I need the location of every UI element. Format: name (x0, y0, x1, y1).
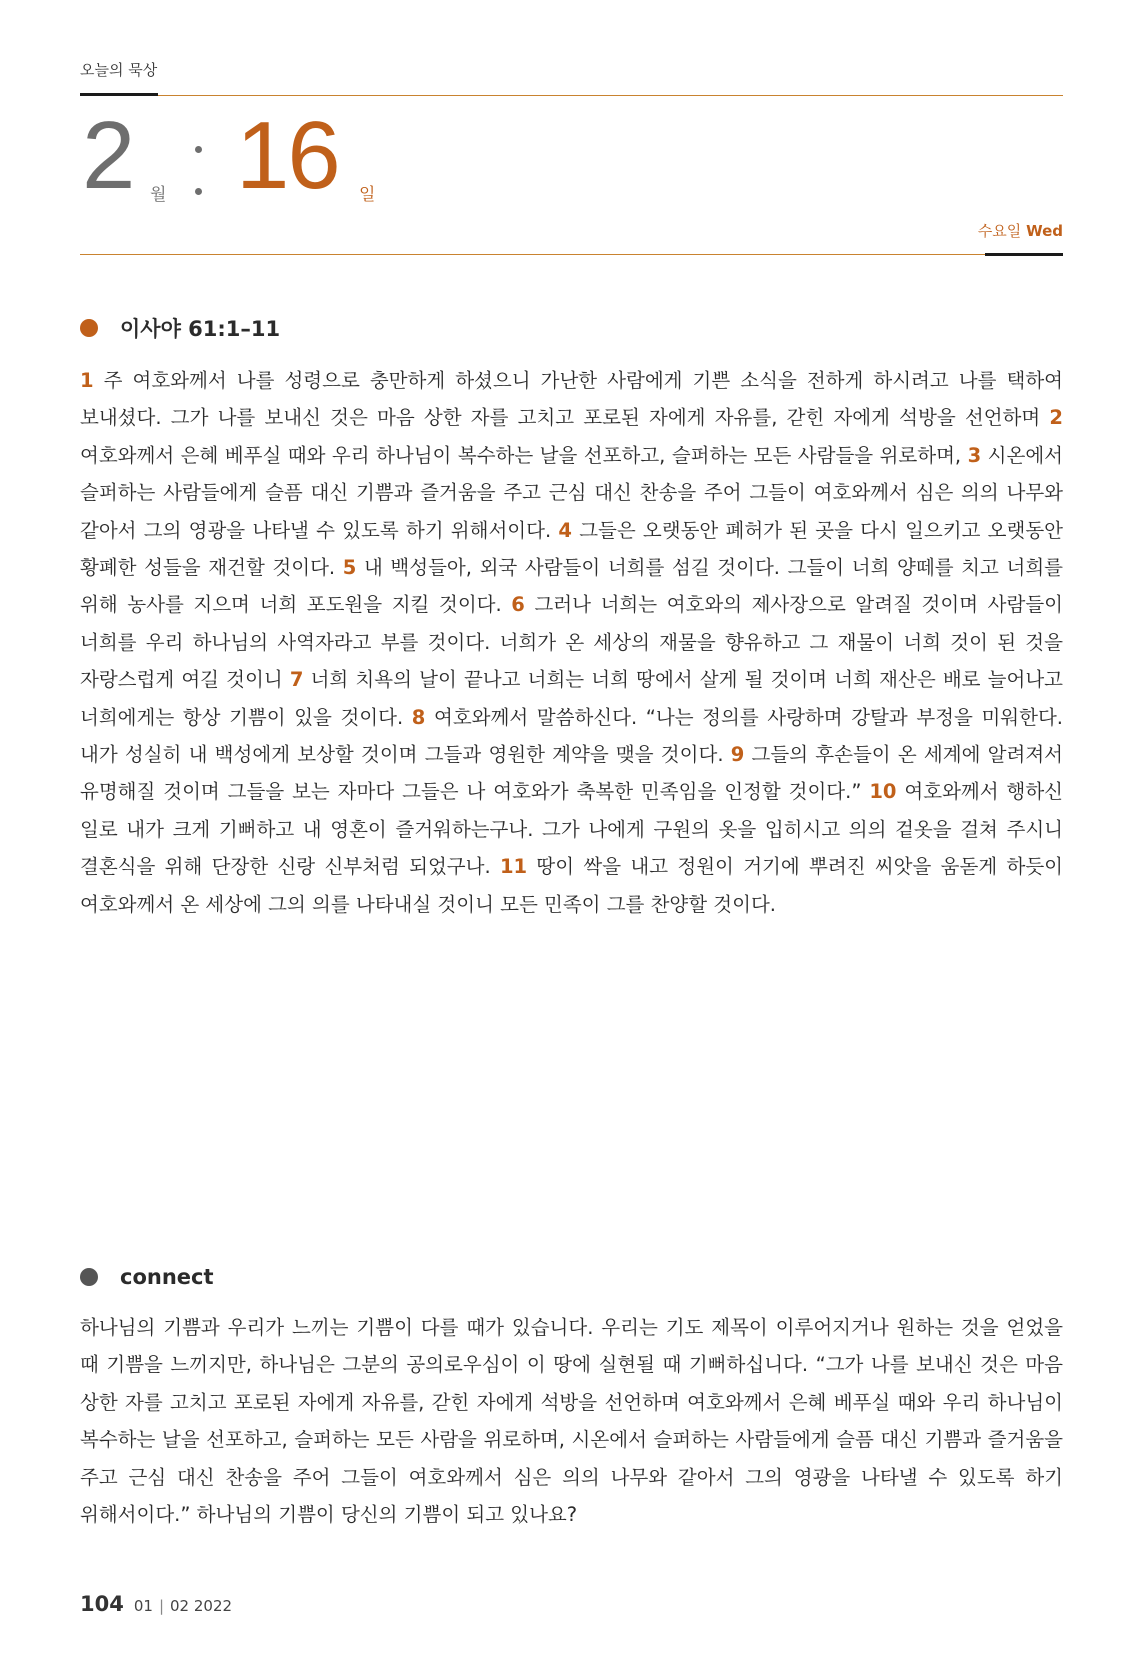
connect-bullet-icon (80, 1268, 98, 1286)
verse-text: 여호와께서 말씀하신다. “나는 정의를 사랑하며 강탈과 부정을 미워한다. 내가 성실히 내 백성에게 보상할 것이며 그들과 영원한 계약을 맺을 것이다. (80, 705, 1063, 767)
date-month-unit: 월 (150, 185, 167, 205)
issue-month: 01 (133, 1597, 153, 1615)
weekday-en: Wed (1026, 222, 1063, 240)
section-label: 오늘의 묵상 (80, 61, 158, 79)
verse-text: 그러나 너희는 여호와의 제사장으로 알려질 것이며 사람들이 너희를 우리 하나님의 사역자라고 부를 것이다. 너희가 온 세상의 재물을 향유하고 그 재물이 너희 것이 된 것을 자랑스럽게 여길 것이니 (80, 593, 1063, 692)
verse-number: 7 (289, 668, 304, 692)
scripture-reference: 이사야 61:1–11 (120, 317, 281, 341)
verse-number: 11 (499, 855, 528, 879)
scripture-bullet-icon (80, 319, 98, 337)
verse-text: 그들의 후손들이 온 세계에 알려져서 유명해질 것이며 그들을 보는 자마다 그들은 나 여호와가 축복한 민족임을 인정할 것이다.” (80, 743, 1063, 804)
verse-text: 너희 치욕의 날이 끝나고 너희는 너희 땅에서 살게 될 것이며 너희 재산은 배로 늘어나고 너희에게는 항상 기쁨이 있을 것이다. (80, 668, 1063, 729)
verse-text: 시온에서 슬퍼하는 사람들에게 슬픔 대신 기쁨과 즐거움을 주고 근심 대신 찬송을 주어 그들이 여호와께서 심은 의의 나무와 같아서 그의 영광을 나타낼 수 있도록 하기 위해서이다. (80, 443, 1064, 542)
scripture-body (80, 362, 1063, 923)
verse-text: 내 백성들아, 외국 사람들이 너희를 섬길 것이다. 그들이 너희 양떼를 치고 너희를 위해 농사를 지으며 너희 포도원을 지킬 것이다. (80, 556, 1063, 617)
verse-number: 8 (411, 705, 426, 729)
verse-number: 6 (511, 593, 525, 617)
date-month: 2 (82, 102, 134, 209)
issue-date: 02 2022 (170, 1597, 233, 1615)
verse-text: 땅이 싹을 내고 정원이 거기에 뿌려진 씨앗을 움돋게 하듯이 여호와께서 온 세상에 그의 의를 나타내실 것이니 모든 민족이 그를 찬양할 것이다. (80, 855, 1063, 916)
weekday-accent-bar (985, 253, 1063, 256)
header-accent-bar (80, 93, 158, 96)
verse-text: 그들은 오랫동안 폐허가 된 곳을 다시 일으키고 오랫동안 황폐한 성들을 재건할 것이다. (80, 518, 1063, 580)
verse-text: 주 여호와께서 나를 성령으로 충만하게 하셨으니 가난한 사람에게 기쁜 소식을 전하게 하시려고 나를 택하여 보내셨다. 그가 나를 보내신 것은 마음 상한 자를 고치고 포로된 자에게 자유를, 갇힌 자에게 석방을 선언하며 (80, 369, 1063, 430)
verse-text: 여호와께서 행하신 일로 내가 크게 기뻐하고 내 영혼이 즐거워하는구나. 그가 나에게 구원의 옷을 입히시고 의의 겉옷을 걸쳐 주시니 결혼식을 위해 단장한 신랑 신부처럼 되었구나. (80, 780, 1063, 879)
verse-number: 9 (730, 743, 745, 767)
scripture-heading (80, 313, 280, 343)
connect-body: 하나님의 기쁨과 우리가 느끼는 기쁨이 다를 때가 있습니다. 우리는 기도 제목이 이루어지거나 원하는 것을 얻었을 때 기쁨을 느끼지만, 하나님은 그분의 공의로우심이 이 땅에 실현될 때 기뻐하십니다. “그가 나를 보내신 것은 마음 상한 자를 고치고 포로된 자에게 자유를, 갇힌 자에게 석방을 선언하며 여호와께서 은혜 베푸실 때와 우리 하나님이 복수하는 날을 선포하고, 슬퍼하는 모든 사람을 위로하며, 시온에서 슬퍼하는 사람들에게 슬픔 대신 기쁨과 즐거움을 주고 근심 대신 찬송을 주어 그들이 여호와께서 심은 의의 나무와 같아서 그의 영광을 나타낼 수 있도록 하기 위해서이다.” 하나님의 기쁨이 당신의 기쁨이 되고 있나요? (80, 1316, 1063, 1527)
verse-text: 여호와께서 은혜 베푸실 때와 우리 하나님이 복수하는 날을 선포하고, 슬퍼하는 모든 사람들을 위로하며, (80, 443, 968, 467)
verse-number: 10 (869, 780, 897, 804)
verse-number: 2 (1049, 406, 1063, 430)
date-colon-icon (192, 140, 204, 200)
verse-number: 4 (558, 518, 572, 542)
connect-title: connect (120, 1265, 214, 1289)
header-top-rule (80, 95, 1063, 96)
verse-number: 3 (967, 443, 982, 467)
page-number: 104 (80, 1592, 124, 1616)
issue-separator: | (158, 1597, 164, 1615)
header-bottom-rule (80, 254, 1063, 255)
weekday-ko: 수요일 (977, 222, 1022, 240)
verse-number: 5 (342, 556, 357, 580)
verse-number: 1 (80, 369, 94, 392)
date-day: 16 (236, 102, 339, 209)
footer (80, 1592, 232, 1616)
weekday-label (978, 220, 1063, 241)
connect-heading (80, 1265, 214, 1289)
date-day-unit: 일 (359, 185, 376, 205)
